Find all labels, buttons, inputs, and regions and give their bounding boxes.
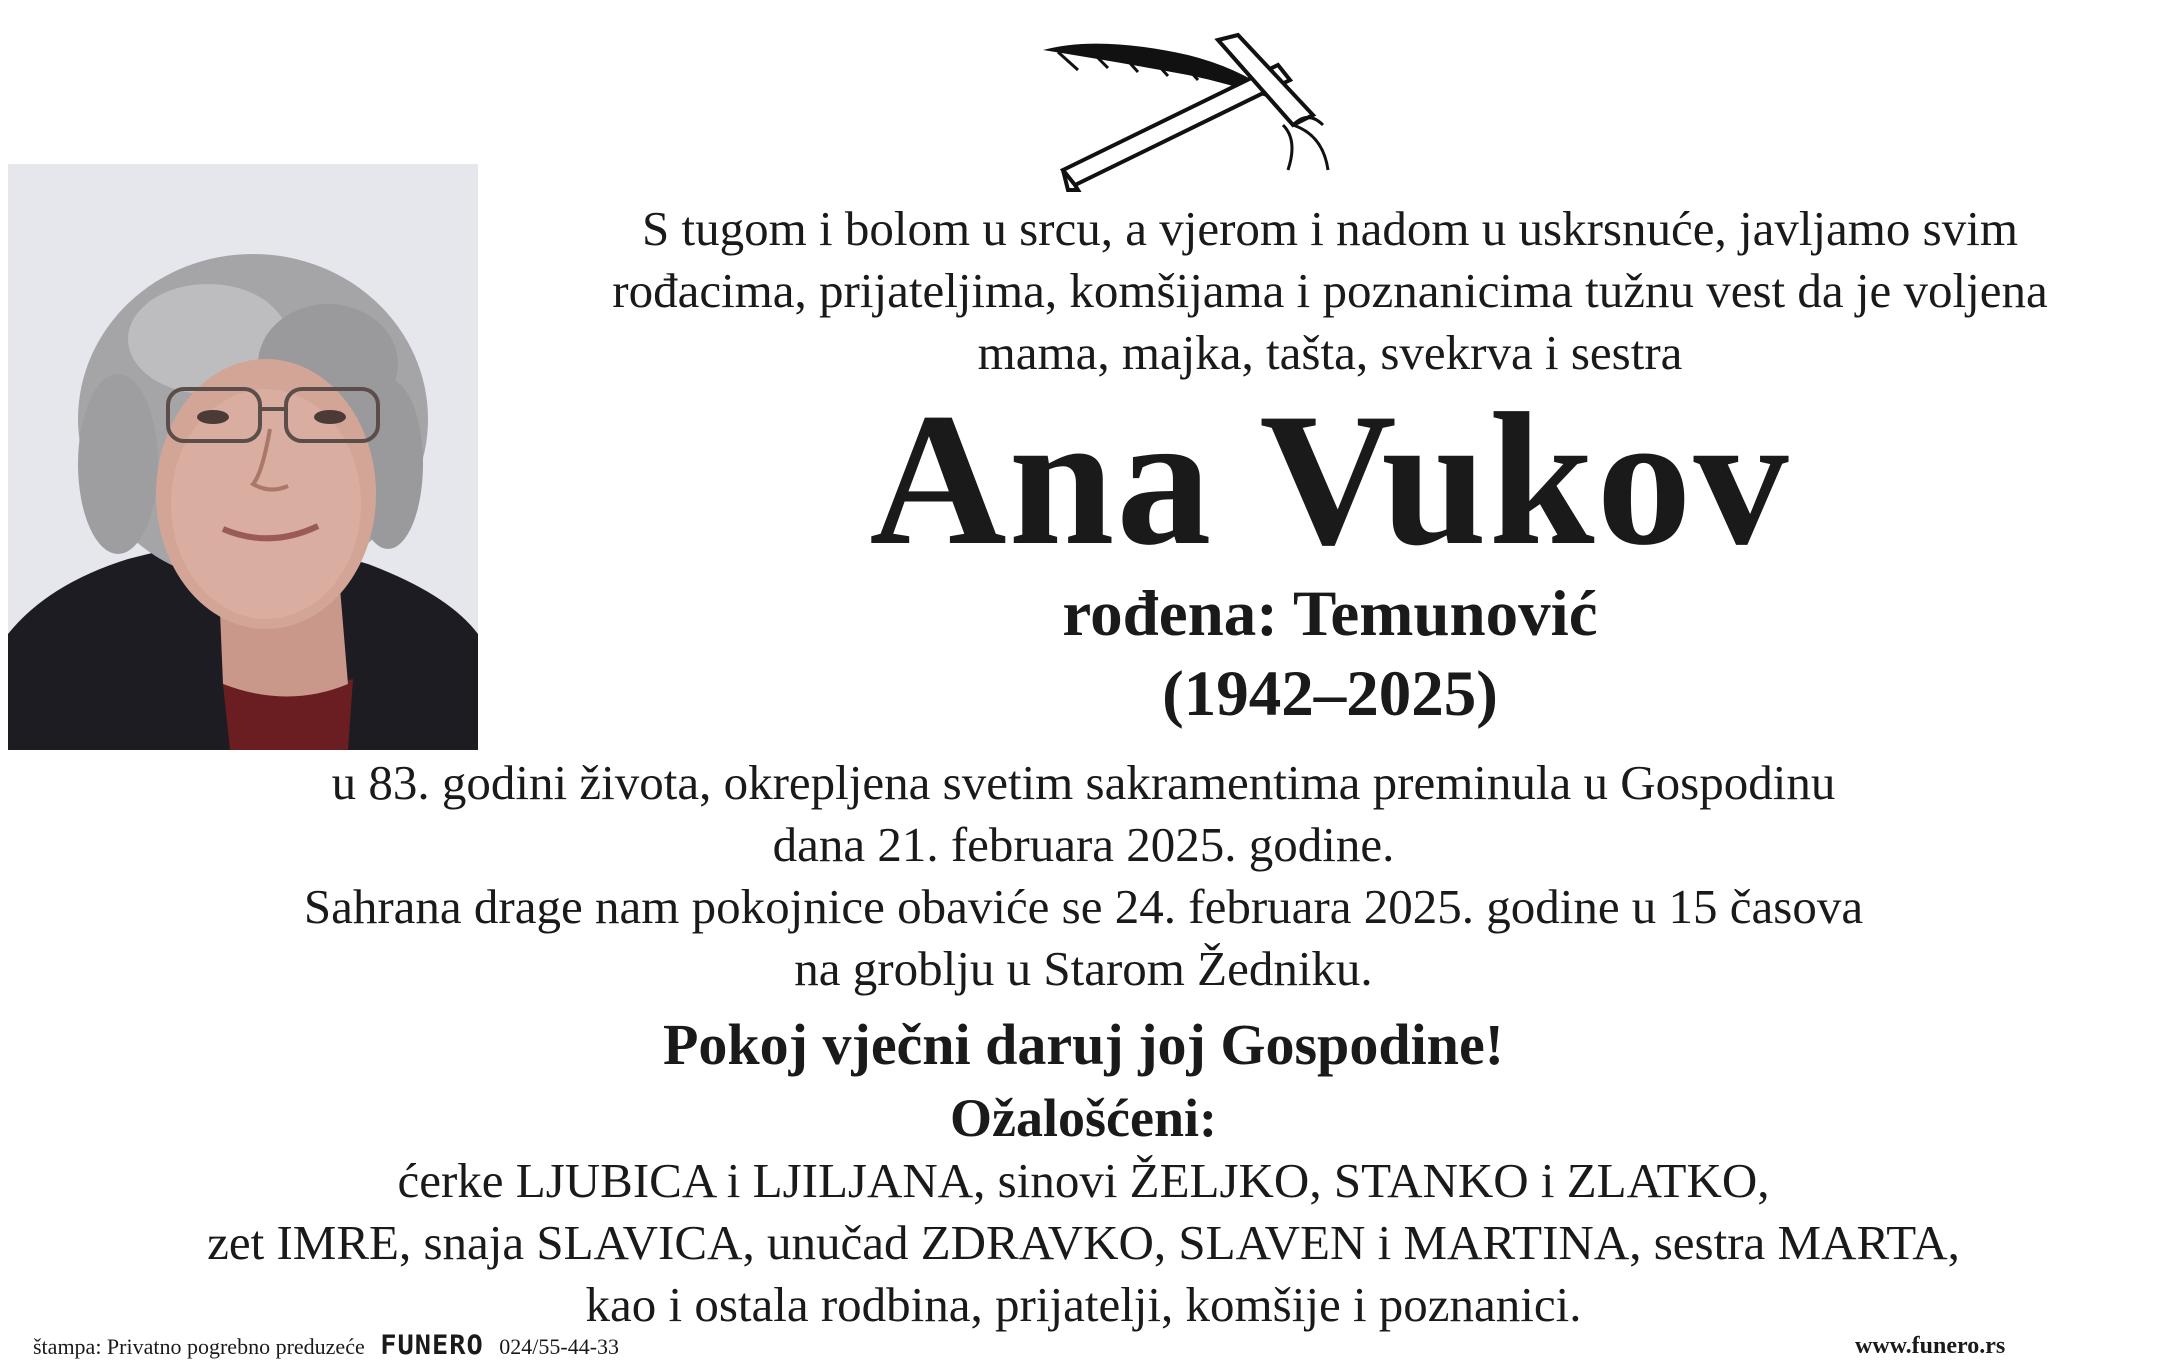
brand-logo: FUNERO (380, 1330, 484, 1361)
details-line: na groblju u Starom Žedniku. (794, 941, 1373, 996)
details-line: u 83. godini života, okrepljena svetim sakramentima preminula u Gospodinu (331, 755, 1836, 810)
mourners-line: zet IMRE, snaja SLAVICA, unučad ZDRAVKO, SLAVEN i MARTINA, sestra MARTA, (207, 1215, 1960, 1270)
details-text (0, 752, 2167, 1000)
mourners-line: kao i ostala rodbina, prijatelji, komšije i poznanici. (585, 1277, 1582, 1332)
maiden-name: rođena: Temunović (1062, 578, 1598, 650)
mourners-list (0, 1150, 2167, 1336)
details-line: dana 21. februara 2025. godine. (772, 817, 1395, 872)
mourners-title: Ožalošćeni: (950, 1088, 1217, 1148)
intro-line: S tugom i bolom u srcu, a vjerom i nadom u uskrsnuće, javljamo svim (642, 201, 2018, 256)
intro-line: mama, majka, tašta, svekrva i sestra (977, 325, 1683, 380)
print-label: štampa: Privatno pogrebno preduzeće (33, 1334, 365, 1359)
print-credit (33, 1330, 620, 1361)
deceased-name: Ana Vukov (869, 375, 1791, 585)
mourners-line: ćerke LJUBICA i LJILJANA, sinovi ŽELJKO, STANKO i ZLATKO, (397, 1153, 1770, 1208)
prayer-line: Pokoj vječni daruj joj Gospodine! (663, 1012, 1504, 1077)
website-link[interactable]: www.funero.rs (1855, 1333, 2006, 1359)
intro-text (500, 198, 2160, 384)
life-years: (1942–2025) (1162, 658, 1498, 730)
portrait-photo (8, 164, 478, 750)
intro-line: rođacima, prijateljima, komšijama i poznanicima tužnu vest da je voljena (612, 263, 2048, 318)
cross-with-palm-icon (1038, 30, 1338, 195)
details-line: Sahrana drage nam pokojnice obaviće se 24. februara 2025. godine u 15 časova (303, 879, 1864, 934)
phone-number: 024/55-44-33 (499, 1334, 620, 1359)
